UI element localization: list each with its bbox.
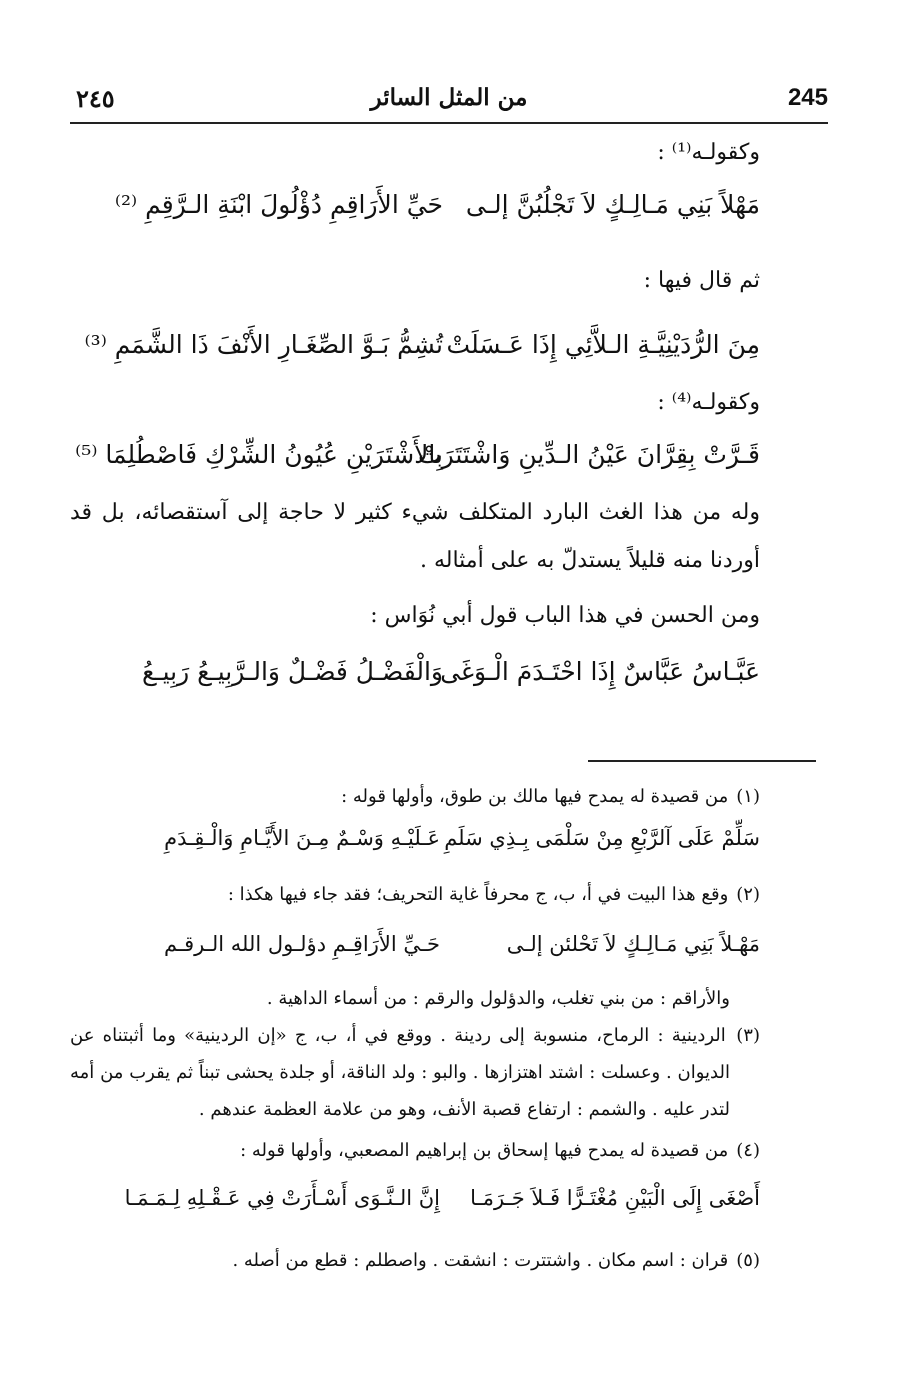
- paragraph-line: أوردنا منه قليلاً يستدلّ به على أمثاله .: [419, 548, 760, 573]
- intro-line: وكقولـه⁽⁴⁾ :: [657, 390, 760, 415]
- footnote-1: [341, 786, 760, 807]
- verse-4-right: عَبَّـاسُ عَبَّاسٌ إِذَا احْتَـدَمَ الْـوَغَى: [440, 657, 760, 686]
- footnote-text: وقع هذا البيت في أ، ب، ج محرفاً غاية التحريف؛ فقد جاء فيها هكذا :: [227, 884, 729, 905]
- verse-1-right: مَهْلاً بَنِي مَـالِـكٍ لاَ تَجْلُبُنَّ إلـى: [465, 190, 760, 219]
- intro-line: ثم قال فيها :: [643, 268, 760, 293]
- footnote-number: (٣): [736, 1025, 760, 1046]
- intro-line: وكقولـه⁽¹⁾ :: [657, 140, 760, 165]
- footnote-verse-1-right: سَلِّمْ عَلَى آلرَّبْعِ مِنْ سَلْمَى بِـذِي سَلَمِ: [444, 826, 760, 850]
- footnote-3-continued: الديوان . وعسلت : اشتد اهتزازها . والبو : ولد الناقة، أو جلدة يحشى تبناً ثم يقرب من أمه: [70, 1062, 730, 1083]
- page-header: [70, 78, 828, 124]
- footnote-verse-3-right: أَصْغَى إِلَى الْبَيْنِ مُغْتَـرًّا فَـلاَ جَـرَمَـا: [470, 1186, 760, 1210]
- footnote-text: قران : اسم مكان . واشتترت : انشقت . واصطلم : قطع من أصله .: [232, 1250, 729, 1271]
- footnote-3: [70, 1025, 760, 1046]
- page-number-arabic: ٢٤٥: [76, 84, 115, 113]
- footnote-number: (٢): [736, 884, 760, 905]
- verse-1-left: حَيِّ الأَرَاقِمِ دُؤْلُولَ ابْنَةِ الـرَّقِمِ ⁽²⁾: [114, 190, 443, 219]
- running-title: من المثل السائر: [370, 84, 528, 111]
- footnote-number: (٥): [736, 1250, 760, 1271]
- footnote-verse-2-left: حَـيِّ الأَرَاقِـمِ دؤلـول الله الـرقـم: [163, 932, 440, 956]
- verse-2-right: مِنَ الرُّدَيْنِيَّـةِ الـلاَّئِي إِذَا عَـسَلَتْ: [446, 330, 760, 359]
- footnote-3-continued: لتدر عليه . والشمم : ارتفاع قصبة الأنف، وهو من علامة العظمة عندهم .: [198, 1099, 730, 1120]
- footnote-text: من قصيدة له يمدح فيها إسحاق بن إبراهيم المصعبي، وأولها قوله :: [240, 1140, 729, 1161]
- footnote-4: [240, 1140, 760, 1161]
- footnote-number: (٤): [736, 1140, 760, 1161]
- paragraph-line: ومن الحسن في هذا الباب قول أبي نُوَاس :: [370, 603, 760, 628]
- footnote-2-continued: والأراقم : من بني تغلب، والدؤلول والرقم : من أسماء الداهية .: [266, 988, 730, 1009]
- footnote-separator: [588, 760, 816, 762]
- verse-2-left: تُشِمُّ بَـوَّ الصِّغَـارِ الأَنْفَ ذَا الشَّمَمِ ⁽³⁾: [84, 330, 443, 359]
- footnote-verse-3-left: إِنَّ الـنَّـوَى أَسْـأَرَتْ فِي عَـقْـلِهِ لِـمَـمَـا: [124, 1186, 440, 1210]
- verse-4-left: وَالْفَضْـلُ فَضْـلٌ وَالـرَّبِيـعُ رَبِيـعُ: [141, 657, 443, 686]
- footnote-number: (١): [736, 786, 760, 807]
- verse-3-left: بِالأَشْتَرَيْنِ عُيُونُ الشِّرْكِ فَاصْطُلِمَا ⁽⁵⁾: [75, 440, 443, 469]
- footnote-5: [232, 1250, 760, 1271]
- page-number: 245: [787, 84, 828, 111]
- footnote-2: [228, 884, 760, 905]
- footnote-verse-1-left: عَـلَيْـهِ وَسْـمٌ مِـنَ الأَيَّـامِ وَالْـقِـدَمِ: [164, 826, 440, 850]
- footnote-verse-2-right: مَهْـلاً بَنِي مَـالِـكٍ لاَ تَحْلئن إلـى: [506, 932, 760, 956]
- footnote-text: من قصيدة له يمدح فيها مالك بن طوق، وأولها قوله :: [341, 786, 729, 807]
- verse-3-right: قَـرَّتْ بِقِرَّانَ عَيْنُ الـدِّينِ وَاشْتَتَرَتْ: [418, 440, 760, 469]
- paragraph-line: وله من هذا الغث البارد المتكلف شيء كثير لا حاجة إلى آستقصائه، بل قد: [70, 500, 760, 525]
- footnote-text: الردينية : الرماح، منسوبة إلى ردينة . ووقع في أ، ب، ج «إن الردينية» وما أثبتناه عن: [70, 1025, 726, 1046]
